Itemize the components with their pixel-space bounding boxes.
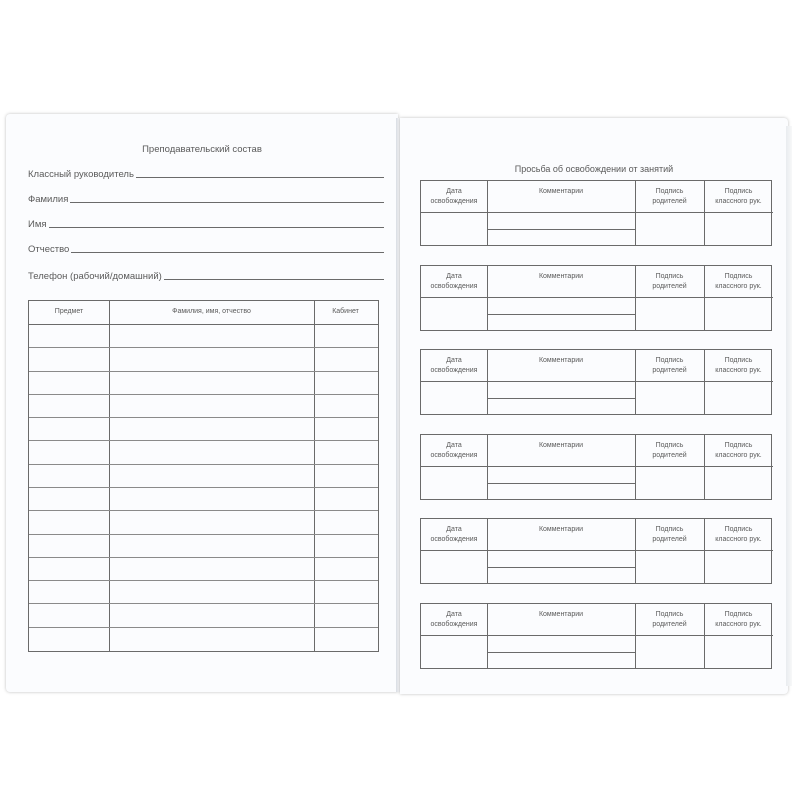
header-separator [635, 297, 773, 298]
header-date: Дата освобождения [430, 610, 478, 628]
comment-line[interactable] [487, 550, 635, 551]
field-label: Имя [28, 219, 47, 230]
column-divider [704, 604, 705, 668]
table-row-line [29, 557, 378, 558]
header-parent-signature: Подпись родителей [652, 357, 687, 374]
field-patronymic [28, 241, 384, 255]
column-divider [487, 519, 488, 583]
table-row-line [29, 627, 378, 628]
header-date: Дата освобождения [430, 441, 478, 459]
column-divider [487, 266, 488, 330]
right-page [400, 118, 788, 694]
release-request-table [420, 349, 772, 415]
table-row-line [29, 394, 378, 395]
header-comments: Комментарии [538, 610, 584, 618]
field-label: Классный руководитель [28, 169, 134, 180]
header-teacher-signature: Подпись классного рук. [715, 441, 762, 459]
table-row-line [29, 603, 378, 604]
release-request-table [420, 434, 772, 500]
comment-line[interactable] [487, 398, 635, 399]
field-line[interactable] [136, 176, 384, 178]
header-separator [421, 466, 487, 467]
header-room: Кабинет [332, 308, 359, 315]
header-teacher-signature: Подпись классного рук. [715, 272, 762, 290]
release-request-table [420, 603, 772, 669]
page-title: Преподавательский состав [142, 144, 262, 155]
column-divider [704, 350, 705, 414]
header-parent-signature: Подпись родителей [652, 441, 687, 459]
header-comments: Комментарии [538, 357, 584, 364]
header-comments: Комментарии [538, 526, 584, 533]
header-teacher-signature: Подпись классного рук. [715, 610, 762, 628]
left-page [6, 114, 398, 692]
comment-line[interactable] [487, 297, 635, 298]
header-separator [421, 212, 487, 213]
release-request-table [420, 518, 772, 584]
field-name [28, 216, 384, 230]
table-row-line [29, 580, 378, 581]
header-subject: Предмет [54, 308, 84, 315]
table-row-line [29, 371, 378, 372]
column-divider [635, 604, 636, 668]
header-separator [421, 297, 487, 298]
field-line[interactable] [164, 278, 384, 280]
header-separator [635, 381, 773, 382]
header-date: Дата освобождения [430, 526, 478, 543]
comment-line[interactable] [487, 381, 635, 382]
header-parent-signature: Подпись родителей [652, 610, 687, 628]
column-divider [704, 181, 705, 245]
header-date: Дата освобождения [430, 188, 478, 205]
page-edge [786, 126, 792, 686]
column-divider [704, 435, 705, 499]
release-request-table [420, 265, 772, 331]
field-line[interactable] [70, 201, 384, 203]
field-label: Телефон (рабочий/домашний) [28, 271, 162, 282]
field-line[interactable] [71, 251, 384, 253]
table-header [29, 301, 378, 325]
column-divider [109, 301, 110, 651]
column-divider [635, 435, 636, 499]
header-separator [635, 466, 773, 467]
comment-line[interactable] [487, 567, 635, 568]
field-phone [28, 268, 384, 282]
column-divider [487, 435, 488, 499]
table-row-line [29, 347, 378, 348]
table-row-line [29, 464, 378, 465]
header-separator [421, 381, 487, 382]
comment-line[interactable] [487, 314, 635, 315]
header-parent-signature: Подпись родителей [652, 188, 687, 205]
comment-line[interactable] [487, 635, 635, 636]
header-teacher-signature: Подпись классного рук. [715, 526, 762, 543]
header-separator [421, 635, 487, 636]
header-comments: Комментарии [538, 188, 584, 195]
comment-line[interactable] [487, 483, 635, 484]
header-date: Дата освобождения [430, 357, 478, 374]
column-divider [314, 301, 315, 651]
header-full-name: Фамилия, имя, отчество [172, 308, 251, 315]
comment-line[interactable] [487, 212, 635, 213]
table-row-line [29, 510, 378, 511]
table-row-line [29, 487, 378, 488]
header-comments: Комментарии [538, 441, 584, 449]
header-parent-signature: Подпись родителей [652, 526, 687, 543]
column-divider [704, 266, 705, 330]
column-divider [635, 181, 636, 245]
column-divider [704, 519, 705, 583]
table-row-line [29, 417, 378, 418]
release-request-table [420, 180, 772, 246]
field-surname [28, 191, 384, 205]
header-separator [635, 635, 773, 636]
field-class-teacher [28, 166, 384, 180]
page-title: Просьба об освобождении от занятий [514, 164, 674, 174]
column-divider [487, 350, 488, 414]
field-label: Отчество [28, 244, 70, 255]
field-line[interactable] [49, 226, 384, 228]
header-teacher-signature: Подпись классного рук. [715, 357, 762, 374]
header-separator [421, 550, 487, 551]
header-separator [635, 550, 773, 551]
column-divider [487, 181, 488, 245]
table-row-line [29, 534, 378, 535]
field-label: Фамилия [28, 194, 69, 205]
staff-table [28, 300, 379, 652]
header-separator [635, 212, 773, 213]
header-teacher-signature: Подпись классного рук. [715, 188, 762, 205]
column-divider [635, 350, 636, 414]
header-date: Дата освобождения [430, 272, 478, 290]
column-divider [487, 604, 488, 668]
comment-line[interactable] [487, 652, 635, 653]
comment-line[interactable] [487, 229, 635, 230]
column-divider [635, 519, 636, 583]
table-row-line [29, 440, 378, 441]
header-parent-signature: Подпись родителей [652, 272, 687, 290]
header-comments: Комментарии [538, 272, 584, 280]
comment-line[interactable] [487, 466, 635, 467]
column-divider [635, 266, 636, 330]
